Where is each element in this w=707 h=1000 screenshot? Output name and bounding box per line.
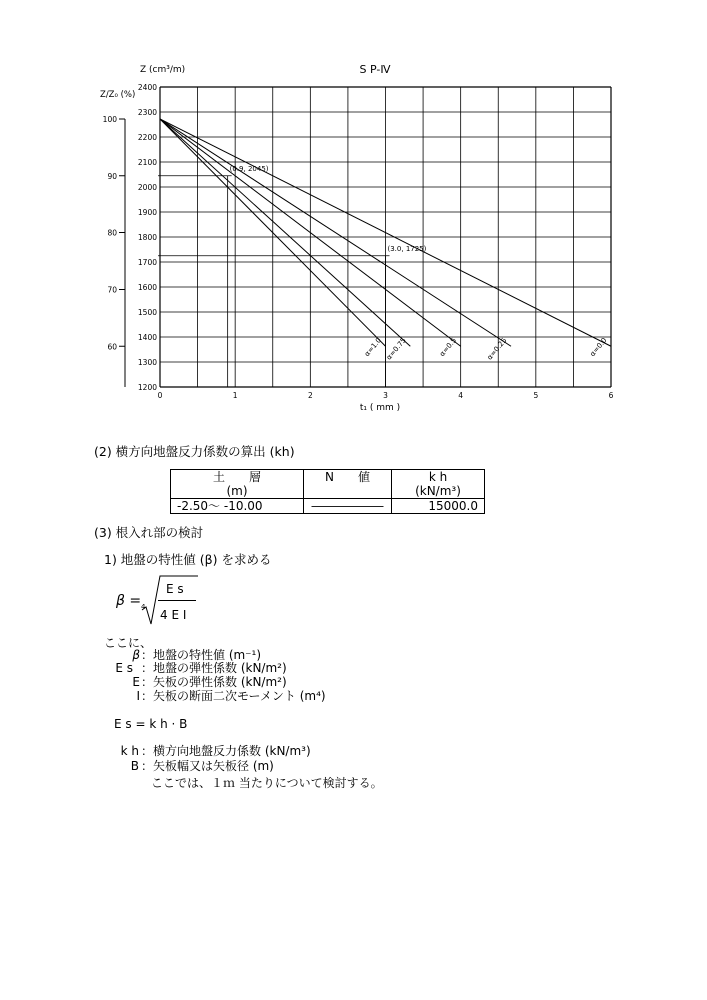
kh-table [170, 469, 485, 514]
x-tick-label: 2 [307, 391, 313, 400]
x-tick-label: 3 [383, 391, 388, 400]
section2-heading: (2) 横方向地盤反力係数の算出 (kh) [94, 444, 295, 459]
table-header-layer: 土 層 [212, 470, 261, 484]
y2-tick-label: 80 [107, 228, 117, 238]
y-tick-label: 1800 [137, 233, 157, 242]
y-tick-label: 2200 [137, 133, 157, 142]
chart-series [158, 119, 611, 387]
definition-symbol: E [132, 675, 140, 689]
y-tick-label: 1700 [137, 258, 157, 267]
section3-heading: (3) 根入れ部の検討 [94, 525, 204, 540]
series-label: α=0.75 [384, 336, 408, 362]
y-axis-label: Z (cm³/m) [140, 65, 186, 75]
table-cell-layer: -2.50〜 -10.00 [171, 499, 304, 514]
formula-es: E s = k h · B [114, 717, 188, 731]
formula-root-index: 4 [141, 603, 146, 611]
table-header-n: N 値 [325, 470, 370, 484]
table-cell-kh: 15000.0 [392, 499, 485, 514]
y2-tick-label: 90 [107, 171, 117, 181]
fraction-bar [158, 600, 196, 601]
x-tick-label: 1 [232, 391, 238, 400]
series-label: α=0.25 [485, 336, 509, 362]
formula-numerator: E s [166, 582, 184, 596]
annotation-label: (3.0, 1725) [387, 244, 427, 253]
subsection-heading: 1) 地盤の特性値 (β) を求める [104, 552, 272, 567]
definition-text: ：矢板幅又は矢板径 (m) [141, 759, 274, 773]
annotation-label: (0.9, 2045) [229, 164, 269, 173]
definition-symbol: B [130, 759, 139, 773]
table-header-kh-unit: (kN/m³) [415, 484, 461, 498]
table-cell-n: ―――――― [304, 499, 392, 514]
series-label: α=0.5 [438, 336, 459, 359]
definition-text: ：矢板の断面二次モーメント (m⁴) [141, 689, 326, 703]
x-tick-label: 5 [533, 391, 539, 400]
z-thickness-chart [0, 0, 707, 420]
y-tick-label: 2000 [137, 183, 157, 192]
definition-text: ：地盤の弾性係数 (kN/m²) [141, 661, 287, 675]
definition-symbol: β [132, 648, 140, 662]
definition-symbol: E s [115, 661, 133, 675]
koko-label: ここに、 [104, 636, 153, 650]
y-tick-label: 1200 [137, 383, 157, 392]
definition-text: ：横方向地盤反力係数 (kN/m³) [141, 744, 311, 758]
y-tick-label: 2300 [137, 108, 157, 117]
table-header-layer-unit: (m) [226, 484, 248, 498]
definition-symbol: I [136, 689, 140, 703]
y-tick-label: 1900 [137, 208, 157, 217]
y-tick-label: 1300 [137, 358, 157, 367]
formula-lhs: β = [116, 593, 142, 609]
y-tick-label: 1500 [137, 308, 157, 317]
x-tick-label: 0 [157, 391, 163, 400]
x-axis-label: t₁ ( mm ) [359, 403, 401, 413]
y2-axis-label: Z/Z₀ (%) [100, 90, 136, 100]
chart-tick-labels [103, 83, 614, 400]
note-text: ここでは、１ｍ 当たりについて検討する。 [151, 776, 383, 790]
definition-symbol: k h [120, 744, 139, 758]
definition-text: ：矢板の弾性係数 (kN/m²) [141, 675, 287, 689]
series-label: α=1.0 [363, 336, 384, 359]
y-tick-label: 2400 [137, 83, 157, 92]
x-tick-label: 6 [608, 391, 614, 400]
series-label: α=0.0 [588, 336, 609, 359]
chart-title: S P-Ⅳ [359, 63, 391, 76]
y2-tick-label: 60 [107, 342, 117, 352]
y-tick-label: 2100 [137, 158, 157, 167]
y-tick-label: 1600 [137, 283, 157, 292]
y2-tick-label: 100 [102, 115, 117, 124]
y2-tick-label: 70 [107, 285, 117, 295]
y-tick-label: 1400 [137, 333, 157, 342]
formula-denominator: 4 E I [160, 608, 187, 622]
x-tick-label: 4 [458, 391, 464, 400]
table-header-kh: k h [428, 470, 448, 484]
definition-text: ：地盤の特性値 (m⁻¹) [141, 648, 262, 662]
